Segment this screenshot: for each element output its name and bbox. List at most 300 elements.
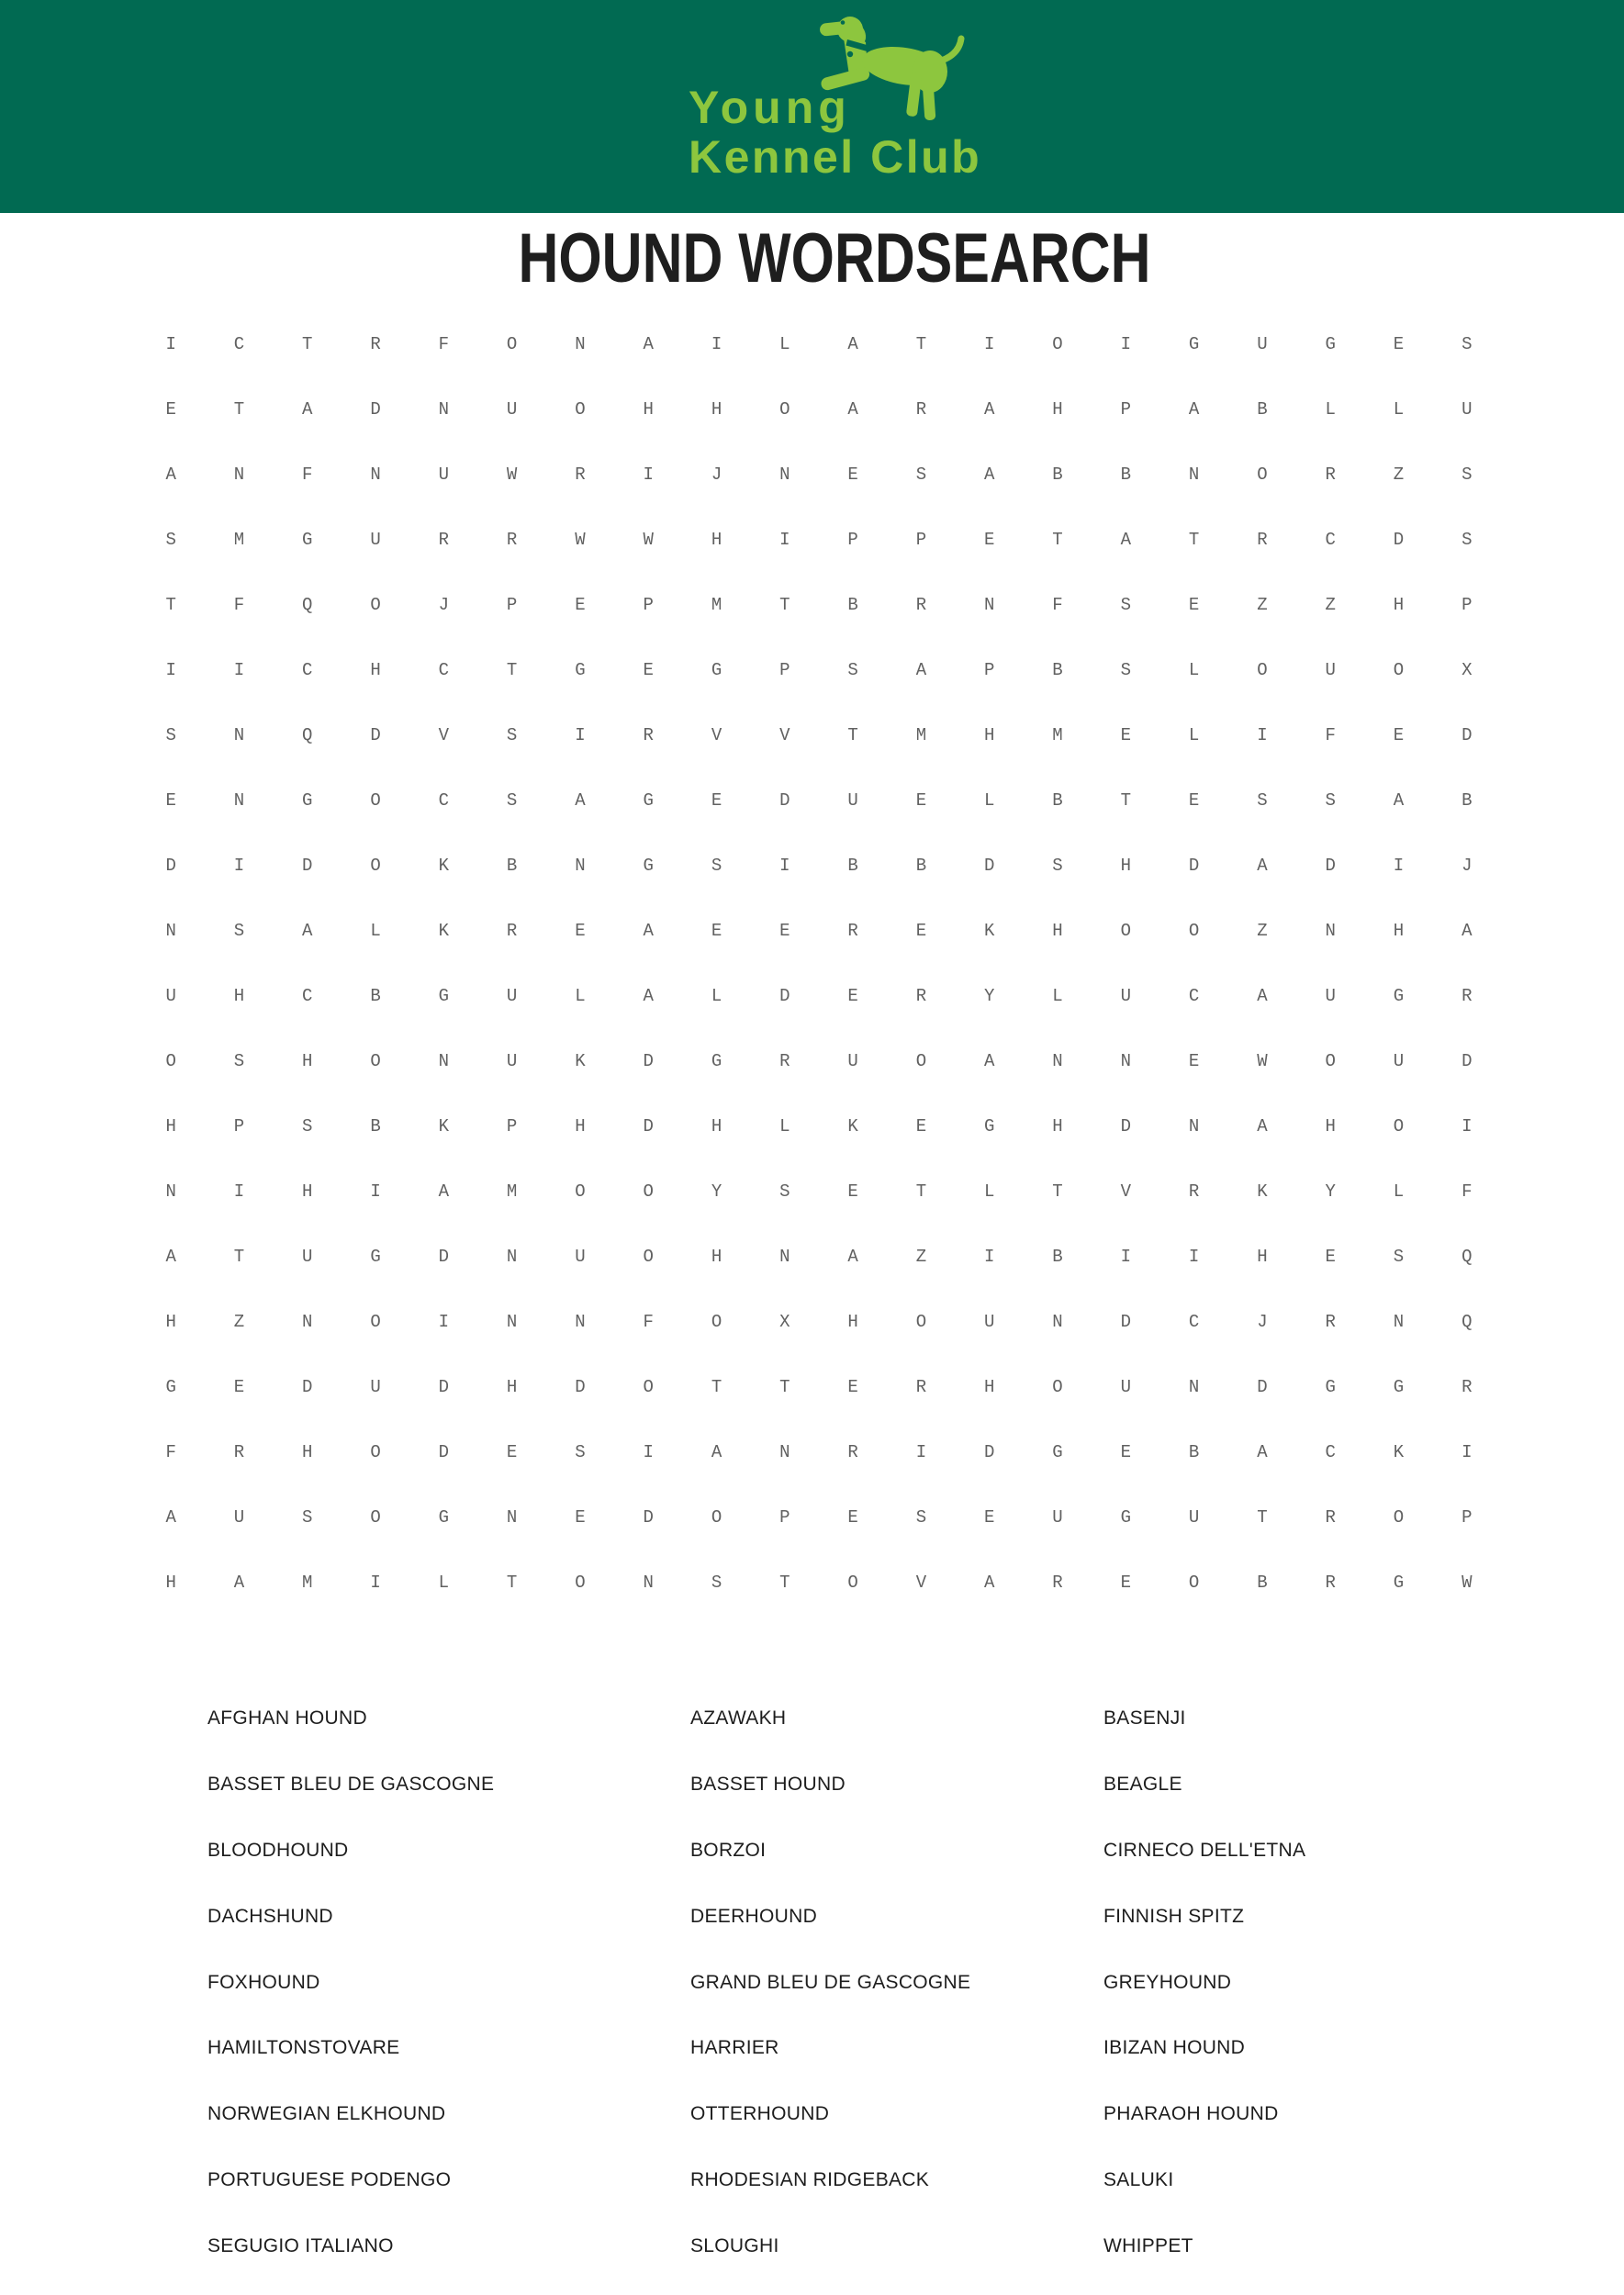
grid-letter: R: [847, 920, 858, 941]
grid-letter: S: [575, 1442, 586, 1463]
grid-letter: T: [233, 398, 245, 420]
grid-letter: P: [847, 529, 858, 550]
grid-letter: A: [575, 789, 586, 811]
grid-letter: J: [1257, 1312, 1268, 1333]
grid-letter: X: [1462, 659, 1473, 680]
grid-letter: P: [1120, 398, 1131, 420]
grid-letter: G: [302, 529, 313, 550]
grid-letter: O: [370, 1442, 381, 1463]
grid-letter: A: [165, 1507, 176, 1528]
grid-letter: Z: [1257, 594, 1268, 615]
grid-letter: O: [1188, 920, 1200, 941]
grid-letter: B: [370, 985, 381, 1006]
word-item: AFGHAN HOUND: [207, 1707, 367, 1729]
grid-letter: B: [1257, 1573, 1268, 1594]
grid-letter: N: [643, 1573, 654, 1594]
grid-letter: J: [438, 594, 450, 615]
grid-letter: B: [1052, 1247, 1063, 1268]
grid-letter: R: [438, 529, 450, 550]
grid-letter: H: [711, 1116, 722, 1137]
grid-letter: I: [779, 855, 790, 876]
grid-letter: D: [1188, 855, 1200, 876]
grid-letter: D: [370, 724, 381, 745]
grid-letter: E: [1393, 333, 1405, 354]
grid-letter: A: [438, 1181, 450, 1203]
grid-letter: O: [1393, 659, 1405, 680]
grid-letter: T: [1188, 529, 1200, 550]
grid-letter: C: [1325, 1442, 1336, 1463]
grid-letter: D: [438, 1442, 450, 1463]
grid-letter: F: [302, 464, 313, 485]
grid-letter: T: [711, 1377, 722, 1398]
grid-letter: N: [506, 1312, 518, 1333]
grid-letter: S: [915, 1507, 927, 1528]
grid-letter: A: [984, 464, 995, 485]
grid-letter: F: [1462, 1181, 1473, 1203]
grid-letter: U: [1462, 398, 1473, 420]
grid-letter: O: [643, 1247, 654, 1268]
grid-letter: K: [575, 1051, 586, 1072]
word-item: GREYHOUND: [1103, 1971, 1232, 1993]
grid-letter: U: [506, 1051, 518, 1072]
grid-letter: L: [438, 1573, 450, 1594]
grid-letter: J: [1462, 855, 1473, 876]
grid-letter: O: [1393, 1507, 1405, 1528]
word-item: BEAGLE: [1103, 1773, 1182, 1795]
grid-letter: P: [779, 659, 790, 680]
grid-letter: U: [370, 529, 381, 550]
grid-letter: H: [1325, 1116, 1336, 1137]
grid-letter: D: [1462, 724, 1473, 745]
grid-letter: T: [1120, 789, 1131, 811]
grid-letter: O: [1120, 920, 1131, 941]
grid-letter: L: [1052, 985, 1063, 1006]
grid-letter: S: [1052, 855, 1063, 876]
logo-text-young: Young: [689, 82, 851, 133]
grid-letter: E: [643, 659, 654, 680]
word-item: IBIZAN HOUND: [1103, 2037, 1246, 2059]
grid-letter: C: [1325, 529, 1336, 550]
grid-letter: B: [1188, 1442, 1200, 1463]
word-column-2: [690, 1685, 970, 2279]
grid-letter: E: [575, 920, 586, 941]
word-item: SLOUGHI: [690, 2235, 779, 2257]
grid-letter: I: [1188, 1247, 1200, 1268]
grid-letter: T: [1052, 1181, 1063, 1203]
word-item: DEERHOUND: [690, 1905, 818, 1927]
grid-letter: E: [1188, 1051, 1200, 1072]
grid-letter: N: [302, 1312, 313, 1333]
grid-letter: O: [1257, 659, 1268, 680]
grid-letter: B: [1052, 464, 1063, 485]
grid-letter: G: [438, 985, 450, 1006]
word-item: HAMILTONSTOVARE: [207, 2037, 400, 2059]
grid-letter: P: [1462, 594, 1473, 615]
grid-letter: B: [1052, 789, 1063, 811]
grid-letter: O: [643, 1181, 654, 1203]
grid-letter: G: [438, 1507, 450, 1528]
grid-letter: A: [984, 398, 995, 420]
grid-letter: A: [847, 398, 858, 420]
grid-letter: S: [506, 789, 518, 811]
grid-letter: U: [847, 789, 858, 811]
grid-letter: N: [506, 1247, 518, 1268]
grid-letter: I: [1120, 1247, 1131, 1268]
grid-letter: O: [370, 855, 381, 876]
page-title: HOUND WORDSEARCH: [518, 219, 1151, 297]
grid-letter: S: [165, 529, 176, 550]
grid-letter: C: [1188, 1312, 1200, 1333]
grid-letter: C: [302, 659, 313, 680]
grid-letter: S: [1257, 789, 1268, 811]
grid-letter: N: [438, 1051, 450, 1072]
grid-letter: A: [1120, 529, 1131, 550]
grid-letter: A: [1462, 920, 1473, 941]
grid-letter: R: [915, 398, 927, 420]
grid-letter: O: [779, 398, 790, 420]
grid-letter: R: [370, 333, 381, 354]
grid-letter: H: [984, 1377, 995, 1398]
grid-letter: H: [165, 1573, 176, 1594]
grid-letter: G: [165, 1377, 176, 1398]
grid-letter: U: [1188, 1507, 1200, 1528]
grid-letter: U: [370, 1377, 381, 1398]
grid-letter: H: [165, 1116, 176, 1137]
grid-letter: N: [165, 1181, 176, 1203]
grid-letter: I: [711, 333, 722, 354]
grid-letter: C: [438, 789, 450, 811]
word-item: BASENJI: [1103, 1707, 1186, 1729]
grid-letter: G: [1120, 1507, 1131, 1528]
word-column-1: [207, 1685, 494, 2279]
grid-letter: T: [1052, 529, 1063, 550]
grid-letter: D: [1120, 1116, 1131, 1137]
grid-letter: W: [506, 464, 518, 485]
grid-letter: R: [1052, 1573, 1063, 1594]
grid-letter: U: [1120, 985, 1131, 1006]
grid-letter: W: [1462, 1573, 1473, 1594]
grid-letter: S: [1120, 594, 1131, 615]
grid-letter: N: [1052, 1312, 1063, 1333]
grid-letter: F: [1052, 594, 1063, 615]
grid-letter: T: [779, 1573, 790, 1594]
grid-letter: A: [643, 985, 654, 1006]
grid-letter: R: [1325, 1573, 1336, 1594]
grid-letter: E: [1188, 594, 1200, 615]
grid-letter: L: [779, 1116, 790, 1137]
grid-letter: E: [984, 529, 995, 550]
grid-letter: G: [711, 1051, 722, 1072]
grid-letter: G: [1325, 1377, 1336, 1398]
grid-letter: H: [302, 1442, 313, 1463]
grid-letter: E: [165, 789, 176, 811]
grid-letter: L: [1325, 398, 1336, 420]
grid-letter: O: [370, 789, 381, 811]
grid-letter: P: [643, 594, 654, 615]
grid-letter: I: [233, 1181, 245, 1203]
grid-letter: P: [915, 529, 927, 550]
grid-letter: N: [1052, 1051, 1063, 1072]
grid-letter: M: [1052, 724, 1063, 745]
grid-letter: R: [915, 1377, 927, 1398]
grid-letter: T: [779, 594, 790, 615]
grid-letter: N: [233, 789, 245, 811]
grid-letter: V: [779, 724, 790, 745]
grid-letter: B: [1257, 398, 1268, 420]
grid-letter: M: [711, 594, 722, 615]
grid-letter: B: [847, 594, 858, 615]
grid-letter: E: [1188, 789, 1200, 811]
grid-letter: H: [1393, 920, 1405, 941]
grid-letter: D: [1462, 1051, 1473, 1072]
grid-letter: D: [302, 1377, 313, 1398]
grid-letter: G: [370, 1247, 381, 1268]
grid-letter: I: [370, 1573, 381, 1594]
grid-letter: M: [506, 1181, 518, 1203]
grid-letter: U: [438, 464, 450, 485]
grid-letter: U: [1257, 333, 1268, 354]
grid-letter: O: [575, 398, 586, 420]
grid-letter: I: [1120, 333, 1131, 354]
grid-letter: C: [233, 333, 245, 354]
grid-letter: N: [165, 920, 176, 941]
grid-letter: B: [1462, 789, 1473, 811]
grid-letter: E: [1120, 724, 1131, 745]
grid-letter: D: [370, 398, 381, 420]
grid-letter: H: [711, 1247, 722, 1268]
grid-letter: T: [779, 1377, 790, 1398]
grid-letter: R: [915, 594, 927, 615]
word-item: SEGUGIO ITALIANO: [207, 2235, 394, 2257]
grid-letter: L: [1188, 659, 1200, 680]
grid-letter: N: [575, 1312, 586, 1333]
grid-letter: K: [1257, 1181, 1268, 1203]
grid-letter: W: [1257, 1051, 1268, 1072]
grid-letter: N: [1393, 1312, 1405, 1333]
grid-letter: A: [302, 398, 313, 420]
grid-letter: Y: [711, 1181, 722, 1203]
grid-letter: I: [165, 333, 176, 354]
word-item: OTTERHOUND: [690, 2103, 830, 2125]
grid-letter: G: [302, 789, 313, 811]
grid-letter: O: [1052, 1377, 1063, 1398]
grid-letter: R: [506, 920, 518, 941]
grid-letter: E: [847, 985, 858, 1006]
grid-letter: N: [1188, 1116, 1200, 1137]
grid-letter: S: [847, 659, 858, 680]
grid-letter: B: [847, 855, 858, 876]
grid-letter: G: [984, 1116, 995, 1137]
grid-letter: N: [984, 594, 995, 615]
grid-letter: T: [847, 724, 858, 745]
grid-letter: S: [1393, 1247, 1405, 1268]
word-item: FINNISH SPITZ: [1103, 1905, 1245, 1927]
grid-letter: S: [1462, 333, 1473, 354]
grid-letter: P: [506, 1116, 518, 1137]
grid-letter: S: [1120, 659, 1131, 680]
grid-letter: E: [915, 789, 927, 811]
dog-eye: [841, 20, 846, 25]
grid-letter: N: [233, 464, 245, 485]
grid-letter: S: [711, 1573, 722, 1594]
grid-letter: A: [1257, 1442, 1268, 1463]
grid-letter: L: [779, 333, 790, 354]
grid-letter: L: [1188, 724, 1200, 745]
grid-letter: S: [302, 1507, 313, 1528]
grid-letter: F: [1325, 724, 1336, 745]
grid-letter: R: [1188, 1181, 1200, 1203]
grid-letter: H: [370, 659, 381, 680]
grid-letter: S: [233, 1051, 245, 1072]
grid-letter: J: [711, 464, 722, 485]
grid-letter: B: [370, 1116, 381, 1137]
grid-letter: I: [1257, 724, 1268, 745]
grid-letter: R: [1325, 464, 1336, 485]
grid-letter: H: [233, 985, 245, 1006]
grid-letter: A: [847, 333, 858, 354]
grid-letter: H: [1052, 920, 1063, 941]
grid-letter: A: [233, 1573, 245, 1594]
grid-letter: G: [575, 659, 586, 680]
grid-letter: T: [506, 659, 518, 680]
grid-letter: I: [643, 464, 654, 485]
grid-letter: H: [711, 398, 722, 420]
grid-letter: B: [915, 855, 927, 876]
word-item: WHIPPET: [1103, 2235, 1193, 2257]
grid-letter: O: [847, 1573, 858, 1594]
grid-letter: E: [779, 920, 790, 941]
grid-letter: I: [233, 659, 245, 680]
grid-letter: O: [1052, 333, 1063, 354]
grid-letter: O: [1393, 1116, 1405, 1137]
grid-letter: A: [165, 464, 176, 485]
grid-letter: H: [506, 1377, 518, 1398]
grid-letter: A: [915, 659, 927, 680]
grid-letter: K: [984, 920, 995, 941]
grid-letter: A: [165, 1247, 176, 1268]
grid-letter: W: [575, 529, 586, 550]
grid-letter: A: [711, 1442, 722, 1463]
grid-letter: L: [984, 1181, 995, 1203]
grid-letter: E: [847, 464, 858, 485]
grid-letter: M: [915, 724, 927, 745]
grid-letter: E: [711, 789, 722, 811]
grid-letter: N: [779, 464, 790, 485]
grid-letter: P: [984, 659, 995, 680]
grid-letter: D: [438, 1377, 450, 1398]
grid-letter: Z: [915, 1247, 927, 1268]
grid-letter: S: [1462, 529, 1473, 550]
grid-letter: Y: [984, 985, 995, 1006]
grid-letter: U: [165, 985, 176, 1006]
grid-letter: P: [233, 1116, 245, 1137]
grid-letter: P: [779, 1507, 790, 1528]
grid-letter: D: [302, 855, 313, 876]
grid-letter: A: [1393, 789, 1405, 811]
grid-letter: H: [984, 724, 995, 745]
word-item: BASSET HOUND: [690, 1773, 846, 1795]
word-item: GRAND BLEU DE GASCOGNE: [690, 1971, 971, 1993]
grid-letter: R: [779, 1051, 790, 1072]
grid-letter: F: [165, 1442, 176, 1463]
grid-letter: L: [1393, 1181, 1405, 1203]
word-item: CIRNECO DELL'ETNA: [1103, 1839, 1306, 1861]
grid-letter: I: [984, 333, 995, 354]
grid-letter: R: [1257, 529, 1268, 550]
grid-letter: U: [984, 1312, 995, 1333]
grid-letter: I: [779, 529, 790, 550]
grid-letter: E: [1120, 1442, 1131, 1463]
grid-letter: P: [1462, 1507, 1473, 1528]
grid-letter: E: [847, 1377, 858, 1398]
grid-letter: N: [575, 333, 586, 354]
grid-letter: R: [847, 1442, 858, 1463]
grid-letter: O: [915, 1312, 927, 1333]
grid-letter: E: [506, 1442, 518, 1463]
grid-letter: C: [438, 659, 450, 680]
grid-letter: O: [370, 594, 381, 615]
grid-letter: L: [984, 789, 995, 811]
grid-letter: N: [1188, 1377, 1200, 1398]
grid-letter: C: [1188, 985, 1200, 1006]
grid-letter: R: [575, 464, 586, 485]
grid-letter: T: [302, 333, 313, 354]
grid-letter: V: [711, 724, 722, 745]
grid-letter: A: [643, 333, 654, 354]
grid-letter: E: [847, 1181, 858, 1203]
grid-letter: A: [643, 920, 654, 941]
grid-letter: K: [847, 1116, 858, 1137]
grid-letter: O: [370, 1312, 381, 1333]
grid-letter: G: [643, 855, 654, 876]
word-item: PORTUGUESE PODENGO: [207, 2169, 452, 2191]
grid-letter: I: [575, 724, 586, 745]
grid-letter: U: [847, 1051, 858, 1072]
grid-letter: M: [302, 1573, 313, 1594]
grid-letter: O: [575, 1573, 586, 1594]
grid-letter: K: [438, 855, 450, 876]
grid-letter: H: [643, 398, 654, 420]
grid-letter: E: [1120, 1573, 1131, 1594]
grid-letter: U: [506, 398, 518, 420]
grid-letter: U: [1325, 659, 1336, 680]
grid-letter: D: [165, 855, 176, 876]
grid-letter: Q: [302, 594, 313, 615]
grid-letter: D: [984, 855, 995, 876]
word-item: AZAWAKH: [690, 1707, 787, 1729]
grid-letter: E: [233, 1377, 245, 1398]
grid-letter: O: [1325, 1051, 1336, 1072]
grid-letter: G: [711, 659, 722, 680]
grid-letter: A: [302, 920, 313, 941]
grid-letter: I: [165, 659, 176, 680]
grid-letter: H: [575, 1116, 586, 1137]
grid-letter: E: [915, 1116, 927, 1137]
grid-letter: D: [1120, 1312, 1131, 1333]
grid-letter: D: [438, 1247, 450, 1268]
grid-letter: U: [1393, 1051, 1405, 1072]
grid-letter: S: [711, 855, 722, 876]
grid-letter: R: [233, 1442, 245, 1463]
grid-letter: I: [643, 1442, 654, 1463]
grid-letter: N: [370, 464, 381, 485]
word-item: DACHSHUND: [207, 1905, 333, 1927]
grid-letter: U: [302, 1247, 313, 1268]
grid-letter: F: [233, 594, 245, 615]
grid-letter: H: [165, 1312, 176, 1333]
grid-letter: B: [506, 855, 518, 876]
grid-letter: H: [847, 1312, 858, 1333]
